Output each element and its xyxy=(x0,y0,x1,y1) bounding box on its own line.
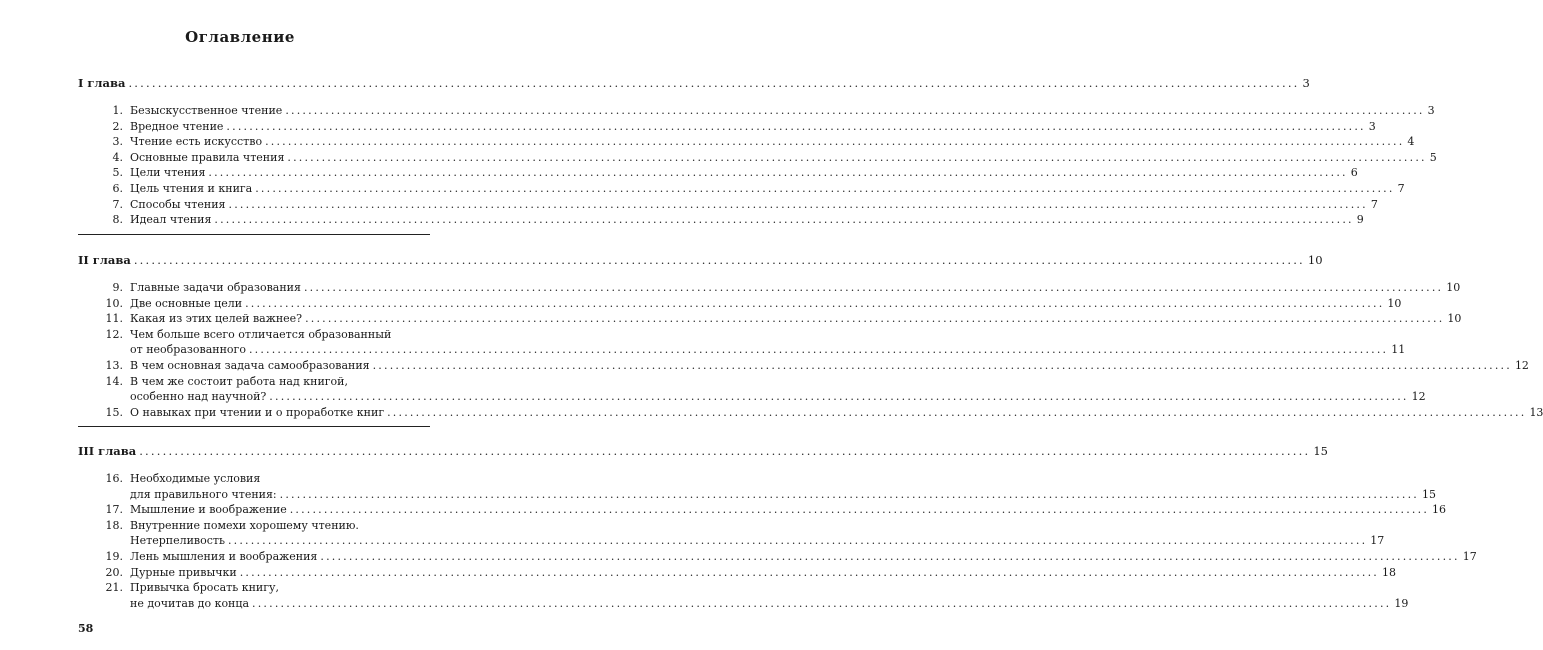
entry-title: Внутренние помехи хорошему чтению. xyxy=(130,518,359,532)
entry-title: Лень мышления и воображения xyxy=(130,550,318,563)
entry-title: Идеал чтения xyxy=(130,213,212,227)
entry-title: особенно над научной? xyxy=(130,390,267,404)
dot-leader: ........................................................................................................................................................................................................ xyxy=(265,135,1405,149)
entry-title: Вредное чтение xyxy=(130,119,224,133)
dot-leader: ........................................................................................................................................................................................................ xyxy=(252,596,1392,610)
entry-number: 11. xyxy=(105,312,123,326)
entry-title: Способы чтения xyxy=(130,197,226,211)
dot-leader: ........................................................................................................................................................................................................ xyxy=(305,312,1445,326)
entry-number: 14. xyxy=(105,374,123,388)
entry-page: 15 xyxy=(1421,487,1436,501)
dot-leader: ........................................................................................................................................................................................................ xyxy=(228,197,1368,211)
entry-number: 15. xyxy=(105,405,123,419)
toc-entry xyxy=(97,103,1435,118)
entry-page: 19 xyxy=(1394,596,1409,610)
entry-number: 7. xyxy=(112,197,123,211)
entry-page: 18 xyxy=(1382,565,1397,579)
toc-entry xyxy=(97,134,1415,149)
entry-number: 21. xyxy=(105,581,123,595)
entry-title: В чем основная задача самообразования xyxy=(130,359,370,372)
entry-title: Привычка бросать книгу, xyxy=(130,581,279,595)
chapter-label: III глава xyxy=(78,444,137,458)
entry-title: Мышление и воображение xyxy=(130,503,287,517)
toc-entry xyxy=(97,374,430,389)
toc-entry xyxy=(97,580,430,595)
entry-page: 3 xyxy=(1427,104,1435,117)
entry-page: 7 xyxy=(1397,182,1405,195)
toc-entry xyxy=(97,311,1462,326)
toc-entry xyxy=(97,405,1543,420)
entry-number: 17. xyxy=(105,503,123,517)
entry-title: Чтение есть искусство xyxy=(130,135,263,149)
toc-entry xyxy=(97,549,1477,564)
chapter-page: 3 xyxy=(1302,76,1310,90)
entry-title: Цель чтения и книга xyxy=(130,182,253,195)
entry-number: 18. xyxy=(105,518,123,532)
page-number: 58 xyxy=(78,622,94,635)
dot-leader: ........................................................................................................................................................................................................ xyxy=(387,405,1527,419)
dot-leader: ........................................................................................................................................................................................................ xyxy=(269,390,1409,404)
entry-number: 6. xyxy=(112,182,123,195)
chapter-page: 10 xyxy=(1307,253,1323,267)
entry-page: 7 xyxy=(1370,197,1378,211)
toc-entry xyxy=(97,119,1376,134)
toc-entry xyxy=(97,565,1397,580)
entry-page: 3 xyxy=(1368,119,1376,133)
chapter-heading xyxy=(78,76,1310,90)
entry-number: 1. xyxy=(112,104,123,117)
toc-entry xyxy=(97,502,1447,517)
toc-entry xyxy=(130,533,1385,548)
entry-page: 17 xyxy=(1462,550,1477,563)
dot-leader: ........................................................................................................................................................................................................ xyxy=(279,487,1419,501)
entry-number: 8. xyxy=(112,213,123,227)
dot-leader: ........................................................................................................................................................................................................ xyxy=(226,119,1366,133)
entry-page: 10 xyxy=(1387,296,1402,310)
dot-leader: ........................................................................................................................................................................................................ xyxy=(289,503,1430,517)
dot-leader: ........................................................................................................................................................................................................ xyxy=(227,534,1368,548)
toc-entry xyxy=(97,327,430,342)
dot-leader: ........................................................................................................................................................................................................ xyxy=(320,550,1460,563)
dot-leader: ........................................................................................................................................................................................................ xyxy=(372,359,1512,372)
toc-entry xyxy=(97,197,1378,212)
chapter-label: I глава xyxy=(78,76,126,90)
entry-title: Нетерпеливость xyxy=(130,534,225,548)
chapter-heading xyxy=(78,444,1328,458)
entry-page: 10 xyxy=(1447,312,1462,326)
toc-entry xyxy=(130,596,1409,611)
chapter-page: 15 xyxy=(1313,444,1328,458)
entry-page: 6 xyxy=(1350,166,1358,180)
entry-page: 10 xyxy=(1446,281,1461,294)
toc-entry xyxy=(130,487,1436,502)
entry-title: Главные задачи образования xyxy=(130,281,301,294)
entry-title: О навыках при чтении и о проработке книг xyxy=(130,405,385,419)
toc-entry xyxy=(130,342,1406,357)
entry-title: В чем же состоит работа над книгой, xyxy=(130,374,349,388)
entry-number: 12. xyxy=(105,327,123,341)
entry-page: 13 xyxy=(1529,405,1543,419)
toc-entry xyxy=(97,280,1461,295)
entry-page: 17 xyxy=(1370,534,1385,548)
entry-number: 19. xyxy=(105,550,123,563)
entry-number: 10. xyxy=(105,296,123,310)
entry-number: 13. xyxy=(105,359,123,372)
entry-page: 4 xyxy=(1407,135,1415,149)
entry-title: Необходимые условия xyxy=(130,472,261,485)
entry-title: Дурные привычки xyxy=(130,565,237,579)
entry-title: для правильного чтения: xyxy=(130,487,277,501)
entry-number: 4. xyxy=(112,150,123,164)
toc-entry xyxy=(97,150,1437,165)
entry-number: 3. xyxy=(112,135,123,149)
dot-leader: ........................................................................................................................................................................................................ xyxy=(285,104,1425,117)
entry-number: 5. xyxy=(112,166,123,180)
entry-page: 5 xyxy=(1429,150,1437,164)
dot-leader: ........................................................................................................................................................................................................ xyxy=(287,150,1427,164)
toc-entry xyxy=(97,518,430,533)
dot-leader: ........................................................................................................................................................................................................ xyxy=(239,565,1380,579)
section-divider xyxy=(78,234,430,235)
entry-title: от необразованного xyxy=(130,343,246,357)
chapter-label: II глава xyxy=(78,253,131,267)
dot-leader: ........................................................................................................................................................................................................ xyxy=(133,253,1305,267)
entry-number: 16. xyxy=(105,472,123,485)
dot-leader: ........................................................................................................................................................................................................ xyxy=(245,296,1385,310)
dot-leader: ........................................................................................................................................................................................................ xyxy=(139,444,1311,458)
toc-entry xyxy=(97,181,1405,196)
entry-page: 16 xyxy=(1432,503,1447,517)
dot-leader: ........................................................................................................................................................................................................ xyxy=(208,166,1348,180)
entry-page: 9 xyxy=(1356,213,1364,227)
entry-page: 11 xyxy=(1391,343,1406,357)
entry-number: 9. xyxy=(112,281,123,294)
section-divider xyxy=(78,426,430,427)
toc-entry xyxy=(97,296,1402,311)
entry-page: 12 xyxy=(1411,390,1426,404)
chapter-heading xyxy=(78,253,1323,267)
toc-entry xyxy=(97,165,1358,180)
toc-entry xyxy=(97,358,1529,373)
entry-title: Чем больше всего отличается образованный xyxy=(130,327,392,341)
entry-title: Основные правила чтения xyxy=(130,150,285,164)
entry-title: Безыскусственное чтение xyxy=(130,104,283,117)
entry-number: 20. xyxy=(105,565,123,579)
entry-title: не дочитав до конца xyxy=(130,596,250,610)
entry-title: Две основные цели xyxy=(130,296,243,310)
toc-entry xyxy=(97,212,1364,227)
entry-title: Какая из этих целей важнее? xyxy=(130,312,303,326)
entry-number: 2. xyxy=(112,119,123,133)
dot-leader: ........................................................................................................................................................................................................ xyxy=(214,213,1354,227)
toc-entry xyxy=(97,471,430,486)
dot-leader: ........................................................................................................................................................................................................ xyxy=(248,343,1389,357)
entry-page: 12 xyxy=(1514,359,1529,372)
page-title: Оглавление xyxy=(185,28,295,46)
dot-leader: ........................................................................................................................................................................................................ xyxy=(255,182,1395,195)
entry-title: Цели чтения xyxy=(130,166,206,180)
dot-leader: ........................................................................................................................................................................................................ xyxy=(128,76,1300,90)
dot-leader: ........................................................................................................................................................................................................ xyxy=(303,281,1444,294)
toc-entry xyxy=(130,389,1426,404)
